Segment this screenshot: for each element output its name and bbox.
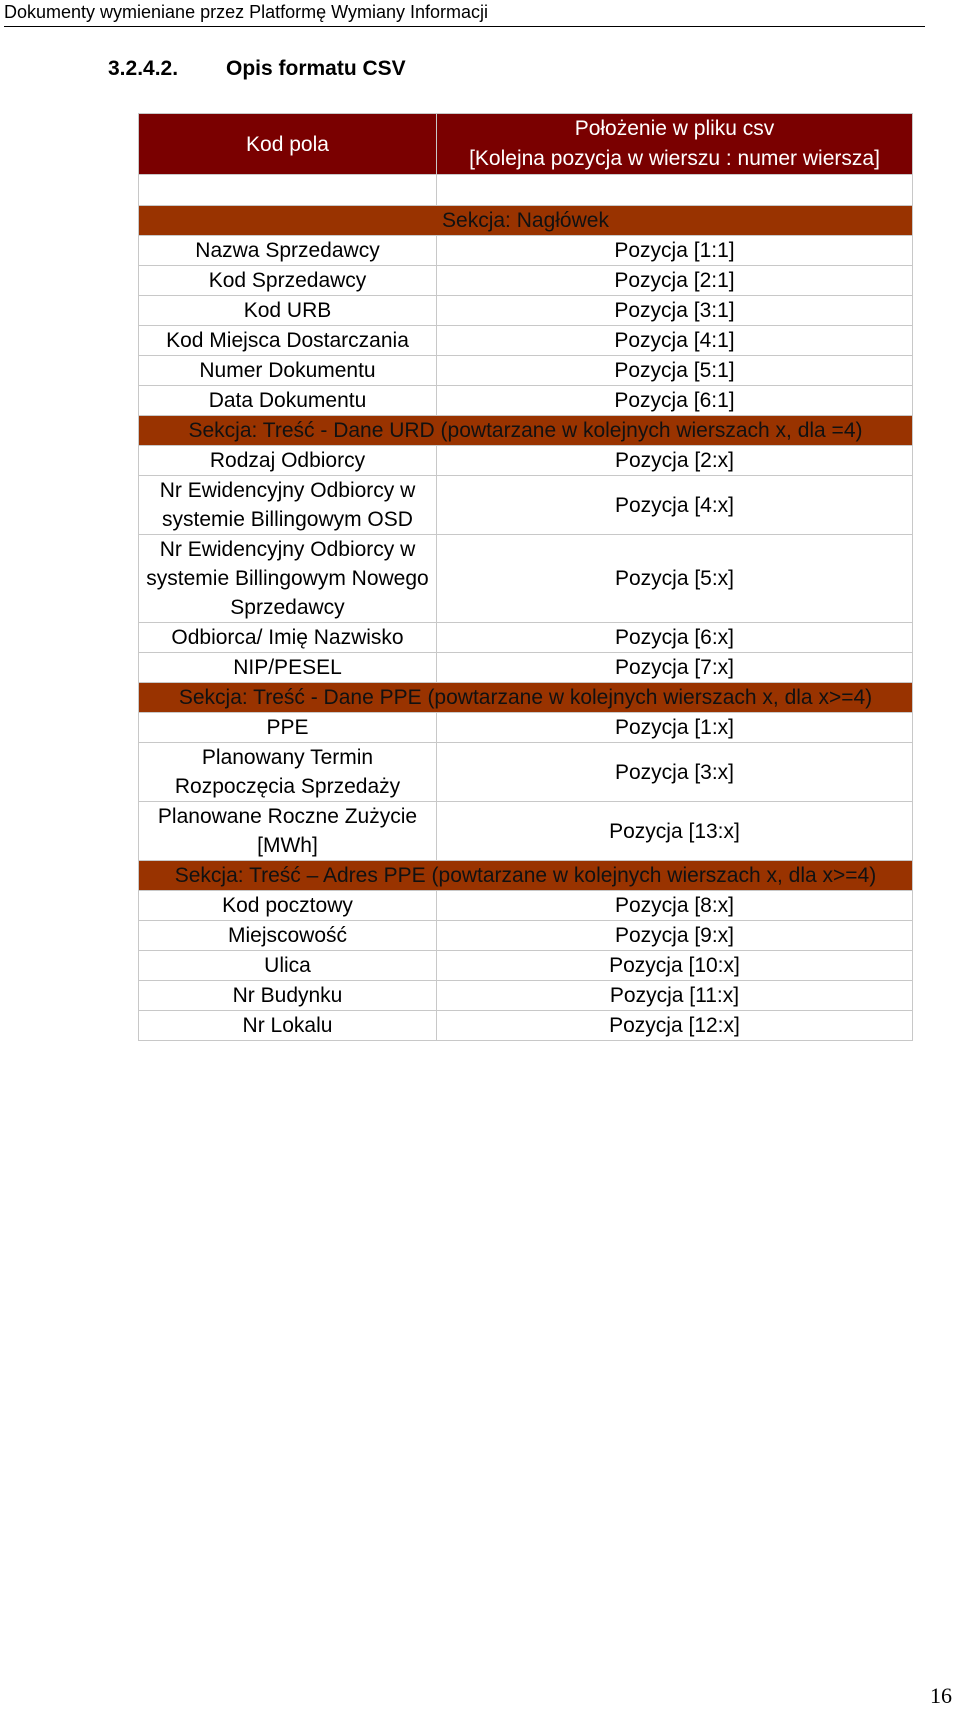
field-cell: Nazwa Sprzedawcy xyxy=(139,236,437,266)
position-cell: Pozycja [2:1] xyxy=(437,266,913,296)
column-header-position-line2: [Kolejna pozycja w wierszu : numer wiersza] xyxy=(469,147,880,170)
column-header-position xyxy=(437,114,913,175)
position-cell: Pozycja [6:x] xyxy=(437,623,913,653)
section-title-cell: Sekcja: Treść - Dane URD (powtarzane w kolejnych wierszach x, dla =4) xyxy=(139,416,913,446)
table-row xyxy=(139,981,913,1011)
field-cell: Rodzaj Odbiorcy xyxy=(139,446,437,476)
section-heading xyxy=(108,54,406,84)
section-row xyxy=(139,416,913,446)
section-row xyxy=(139,861,913,891)
section-row xyxy=(139,206,913,236)
table-row xyxy=(139,802,913,861)
table-row xyxy=(139,236,913,266)
position-cell: Pozycja [4:1] xyxy=(437,326,913,356)
table-row xyxy=(139,386,913,416)
table-row xyxy=(139,535,913,623)
section-title-cell: Sekcja: Nagłówek xyxy=(139,206,913,236)
field-cell: NIP/PESEL xyxy=(139,653,437,683)
position-cell: Pozycja [3:x] xyxy=(437,743,913,802)
position-cell: Pozycja [8:x] xyxy=(437,891,913,921)
table-row xyxy=(139,891,913,921)
position-cell: Pozycja [5:1] xyxy=(437,356,913,386)
field-cell: Data Dokumentu xyxy=(139,386,437,416)
field-cell: Nr Ewidencyjny Odbiorcy w systemie Billingowym Nowego Sprzedawcy xyxy=(139,535,437,623)
section-number: 3.2.4.2. xyxy=(108,57,179,80)
running-header xyxy=(4,0,925,27)
position-cell: Pozycja [12:x] xyxy=(437,1011,913,1041)
position-cell: Pozycja [10:x] xyxy=(437,951,913,981)
table-row xyxy=(139,296,913,326)
column-header-field-code: Kod pola xyxy=(139,114,437,175)
table-row xyxy=(139,951,913,981)
csv-format-table xyxy=(138,113,913,1041)
field-cell: Kod pocztowy xyxy=(139,891,437,921)
position-cell: Pozycja [1:1] xyxy=(437,236,913,266)
position-cell: Pozycja [6:1] xyxy=(437,386,913,416)
table-row xyxy=(139,446,913,476)
position-cell: Pozycja [13:x] xyxy=(437,802,913,861)
field-cell: Kod Sprzedawcy xyxy=(139,266,437,296)
page-number: 16 xyxy=(930,1683,952,1708)
position-cell: Pozycja [5:x] xyxy=(437,535,913,623)
field-cell: Kod Miejsca Dostarczania xyxy=(139,326,437,356)
table-row xyxy=(139,713,913,743)
position-cell: Pozycja [7:x] xyxy=(437,653,913,683)
section-title-cell: Sekcja: Treść – Adres PPE (powtarzane w kolejnych wierszach x, dla x>=4) xyxy=(139,861,913,891)
field-cell: Nr Lokalu xyxy=(139,1011,437,1041)
position-cell: Pozycja [2:x] xyxy=(437,446,913,476)
section-row xyxy=(139,683,913,713)
field-cell: Planowany Termin Rozpoczęcia Sprzedaży xyxy=(139,743,437,802)
position-cell: Pozycja [1:x] xyxy=(437,713,913,743)
table-row xyxy=(139,743,913,802)
table-row xyxy=(139,476,913,535)
field-cell: Odbiorca/ Imię Nazwisko xyxy=(139,623,437,653)
table-row xyxy=(139,623,913,653)
column-header-position-line1: Położenie w pliku csv xyxy=(574,117,775,140)
position-cell: Pozycja [3:1] xyxy=(437,296,913,326)
field-cell: Numer Dokumentu xyxy=(139,356,437,386)
field-cell: PPE xyxy=(139,713,437,743)
field-cell: Ulica xyxy=(139,951,437,981)
table-row xyxy=(139,1011,913,1041)
position-cell: Pozycja [4:x] xyxy=(437,476,913,535)
section-title: Opis formatu CSV xyxy=(226,57,406,80)
field-cell: Planowane Roczne Zużycie [MWh] xyxy=(139,802,437,861)
table-row xyxy=(139,653,913,683)
table-header-row xyxy=(139,114,913,175)
table-row xyxy=(139,326,913,356)
field-cell: Nr Ewidencyjny Odbiorcy w systemie Billingowym OSD xyxy=(139,476,437,535)
field-cell: Miejscowość xyxy=(139,921,437,951)
table-row xyxy=(139,356,913,386)
running-header-title: Dokumenty wymieniane przez Platformę Wymiany Informacji xyxy=(4,2,488,22)
field-cell: Nr Budynku xyxy=(139,981,437,1011)
table-row xyxy=(139,921,913,951)
empty-row xyxy=(139,175,913,206)
position-cell: Pozycja [9:x] xyxy=(437,921,913,951)
table-row xyxy=(139,266,913,296)
position-cell: Pozycja [11:x] xyxy=(437,981,913,1011)
section-title-cell: Sekcja: Treść - Dane PPE (powtarzane w kolejnych wierszach x, dla x>=4) xyxy=(139,683,913,713)
field-cell: Kod URB xyxy=(139,296,437,326)
